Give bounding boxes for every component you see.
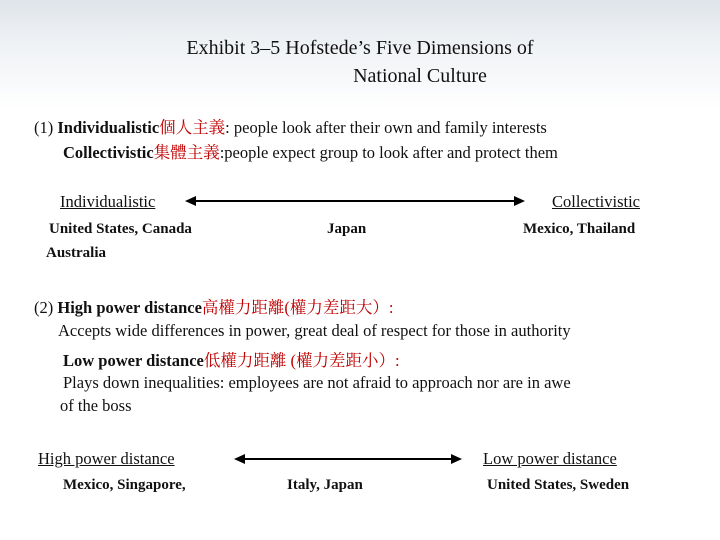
section2-low-power-heading bbox=[63, 347, 400, 371]
scale2-double-arrow bbox=[234, 452, 462, 466]
scale1-left-countries-line2: Australia bbox=[46, 245, 106, 261]
high-power-term: High power distance bbox=[57, 298, 202, 317]
scale1-right-label: Collectivistic bbox=[552, 192, 640, 211]
collectivistic-chinese: 集體主義 bbox=[153, 143, 220, 162]
section1-definition-collectivistic bbox=[63, 139, 558, 163]
scale1-double-arrow bbox=[185, 194, 525, 208]
slide-title-line2: National Culture bbox=[353, 65, 487, 87]
section1-definition-individualistic bbox=[34, 114, 547, 138]
section2-number: (2) bbox=[34, 298, 54, 317]
scale2-middle-countries: Italy, Japan bbox=[287, 477, 363, 493]
high-power-description: Accepts wide differences in power, great deal of respect for those in authority bbox=[58, 321, 571, 340]
high-power-chinese: 高權力距離(權力差距大）: bbox=[201, 298, 394, 317]
individualistic-term: Individualistic bbox=[57, 118, 160, 137]
scale2-right-countries: United States, Sweden bbox=[487, 477, 630, 493]
collectivistic-description: :people expect group to look after and protect them bbox=[219, 143, 558, 162]
low-power-description-line2: of the boss bbox=[60, 396, 132, 415]
low-power-chinese: 低權力距離 (權力差距小）: bbox=[203, 351, 400, 370]
low-power-description-line1: Plays down inequalities: employees are not afraid to approach nor are in awe bbox=[63, 373, 571, 392]
scale2-left-countries: Mexico, Singapore, bbox=[63, 477, 186, 493]
scale2-right-label: Low power distance bbox=[483, 449, 617, 468]
section2-high-power-heading bbox=[34, 294, 394, 318]
individualistic-chinese: 個人主義 bbox=[159, 118, 226, 137]
scale1-left-label: Individualistic bbox=[60, 192, 156, 211]
low-power-term: Low power distance bbox=[63, 351, 204, 370]
individualistic-description: : people look after their own and family interests bbox=[225, 118, 547, 137]
scale1-left-countries-line1: United States, Canada bbox=[49, 221, 192, 237]
scale1-middle-countries: Japan bbox=[327, 221, 367, 237]
section1-number: (1) bbox=[34, 118, 54, 137]
slide-title-line1: Exhibit 3–5 Hofstede’s Five Dimensions of bbox=[186, 37, 534, 59]
collectivistic-term: Collectivistic bbox=[63, 143, 154, 162]
scale2-left-label: High power distance bbox=[38, 449, 175, 468]
scale1-right-countries: Mexico, Thailand bbox=[523, 221, 636, 237]
